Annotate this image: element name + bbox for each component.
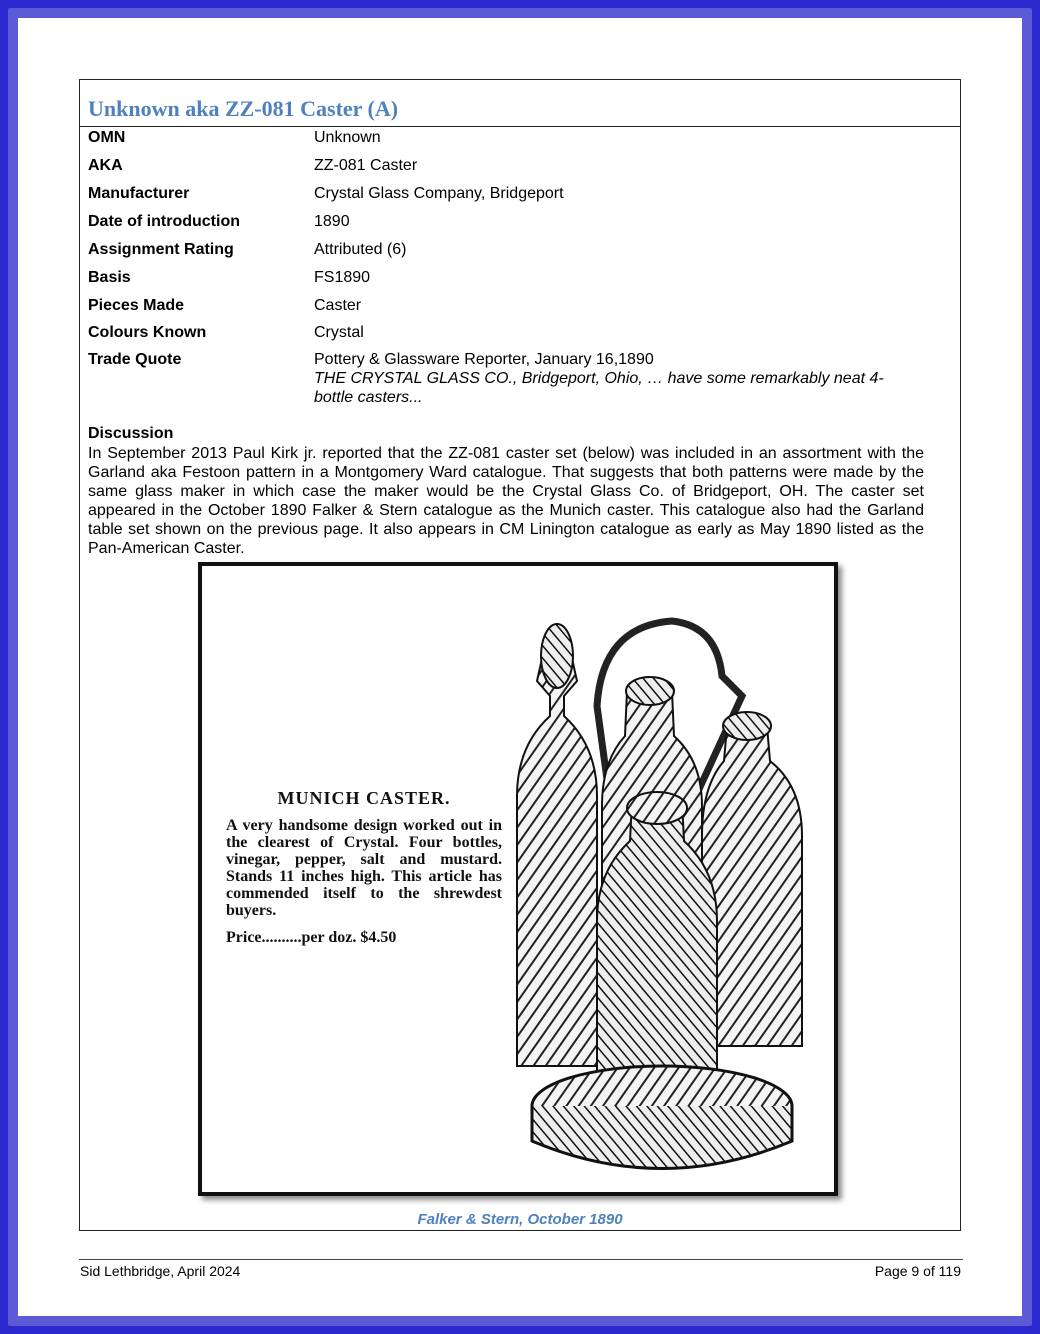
field-value: 1890	[314, 213, 350, 230]
footer-page-number: Page 9 of 119	[874, 1263, 961, 1279]
pattern-card	[79, 79, 961, 1231]
footer-author: Sid Lethbridge, April 2024	[80, 1263, 241, 1279]
field-label: AKA	[88, 157, 123, 174]
discussion-heading: Discussion	[88, 425, 174, 442]
field-value: FS1890	[314, 269, 371, 286]
field-value: Unknown	[314, 129, 381, 146]
quote-source: Pottery & Glassware Reporter, January 16,1890	[314, 351, 654, 368]
image-caption: Falker & Stern, October 1890	[417, 1211, 623, 1228]
quote-text: THE CRYSTAL GLASS CO., Bridgeport, Ohio, … have some remarkably neat 4-bottle casters...	[314, 370, 884, 406]
discussion-body: In September 2013 Paul Kirk jr. reported that the ZZ-081 caster set (below) was included in an assortment with the Garland aka Festoon pattern in a Montgomery Ward catalogue. That suggests that both patterns were made by the same glass maker in which case the maker would be the Crystal Glass Co. of Bridgeport, OH. The caster set appeared in the October 1890 Falker & Stern catalogue as the Munich caster. This catalogue also had the Garland table set shown on the previous page. It also appears in CM Linington catalogue as early as May 1890 listed as the Pan-American Caster.	[88, 445, 924, 557]
caster-set-illustration	[502, 586, 822, 1176]
field-value: Crystal Glass Company, Bridgeport	[314, 185, 564, 202]
advert-price: Price..........per doz. $4.50	[226, 929, 397, 946]
advert-text	[226, 788, 502, 947]
field-label: Assignment Rating	[88, 241, 234, 258]
pattern-title: Unknown aka ZZ-081 Caster (A)	[88, 96, 399, 121]
field-label: Manufacturer	[88, 185, 190, 202]
field-label: Basis	[88, 269, 131, 286]
field-label: Trade Quote	[88, 351, 182, 368]
title-divider	[80, 126, 960, 127]
field-value: Caster	[314, 297, 362, 314]
field-label: Pieces Made	[88, 297, 185, 314]
field-label: OMN	[88, 129, 126, 146]
catalogue-image	[198, 562, 838, 1196]
advert-body: A very handsome design worked out in the clearest of Crystal. Four bottles, vinegar, pepper, salt and mustard. Stands 11 inches high. This article has commended itself to the shrewdest buyers.	[226, 817, 502, 919]
footer-divider	[79, 1259, 963, 1260]
field-label: Colours Known	[88, 324, 207, 341]
field-value: Attributed (6)	[314, 241, 407, 258]
field-label: Date of introduction	[88, 213, 240, 230]
field-value: Crystal	[314, 324, 364, 341]
field-value	[314, 351, 914, 407]
field-value: ZZ-081 Caster	[314, 157, 418, 174]
advert-heading: MUNICH CASTER.	[277, 788, 451, 808]
